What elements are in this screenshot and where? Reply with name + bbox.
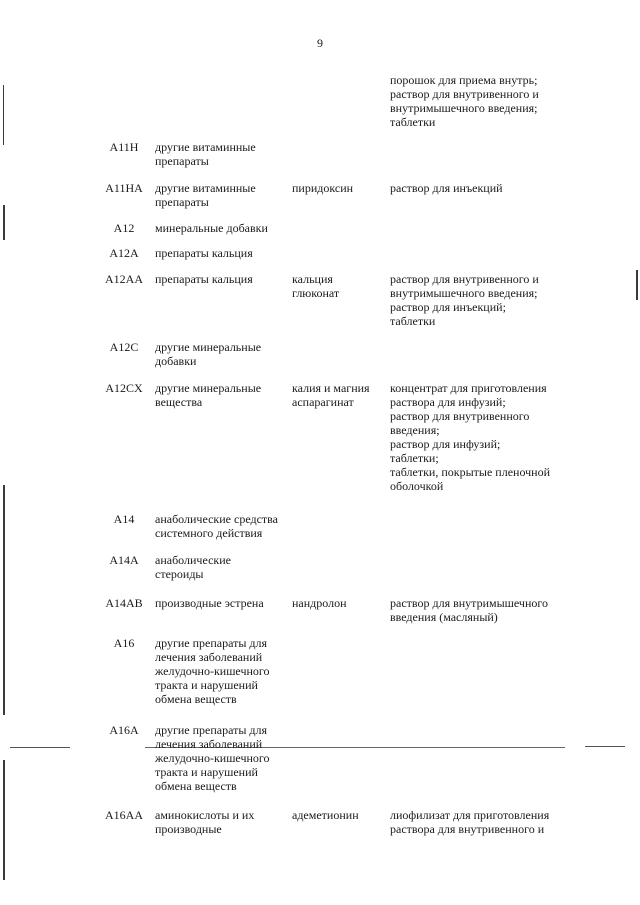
atc-code: A14A (109, 553, 139, 567)
dosage-form: раствор для инъекций (390, 181, 503, 195)
scan-line-1 (10, 747, 70, 748)
atc-code: A16AA (105, 808, 143, 822)
page-number: 9 (317, 36, 323, 50)
atc-code: A16A (109, 723, 139, 737)
dosage-form: концентрат для приготовления раствора для инфузий; раствор для внутривенного введения; раствор для инфузий; таблетки; таблетки, покрытые пленочной оболочкой (390, 381, 551, 493)
atc-code: A11H (109, 140, 139, 154)
drug-name: адеметионин (292, 808, 359, 822)
atc-code: A12AA (105, 272, 143, 286)
group-name: аминокислоты и их производные (155, 808, 255, 836)
atc-code: A14AB (105, 596, 143, 610)
group-name: препараты кальция (155, 246, 253, 260)
group-name: производные эстрена (155, 596, 264, 610)
group-name: другие минеральные добавки (155, 340, 262, 368)
scan-mark-left-3 (3, 760, 5, 880)
dosage-form: порошок для приема внутрь; раствор для внутривенного и внутримышечного введения; таблетки (390, 73, 539, 129)
scan-mark-left-1 (3, 205, 5, 240)
scan-line-3 (585, 746, 625, 747)
drug-name: калия и магния аспарагинат (292, 381, 370, 409)
atc-code: A12CX (105, 381, 143, 395)
dosage-form: раствор для внутривенного и внутримышечного введения; раствор для инъекций; таблетки (390, 272, 539, 328)
group-name: анаболические средства системного действия (155, 512, 278, 540)
scan-mark-left-top (3, 85, 4, 145)
scan-mark-right (636, 270, 638, 300)
group-name: анаболические стероиды (155, 553, 231, 581)
group-name: другие витаминные препараты (155, 181, 256, 209)
group-name: минеральные добавки (155, 221, 268, 235)
drug-name: кальция глюконат (292, 272, 340, 300)
atc-code: A11HA (105, 181, 143, 195)
drug-name: нандролон (292, 596, 347, 610)
atc-code: A12A (109, 246, 139, 260)
atc-code: A12C (109, 340, 139, 354)
group-name: другие препараты для лечения заболеваний желудочно-кишечного тракта и нарушений обмена веществ (155, 636, 270, 706)
group-name: другие витаминные препараты (155, 140, 256, 168)
dosage-form: раствор для внутримышечного введения (масляный) (390, 596, 548, 624)
atc-code: A16 (113, 636, 135, 650)
drug-name: пиридоксин (292, 181, 354, 195)
atc-code: A14 (113, 512, 135, 526)
dosage-form: лиофилизат для приготовления раствора для внутривенного и (390, 808, 550, 836)
scan-mark-left-2 (3, 485, 5, 715)
atc-code: A12 (113, 221, 135, 235)
group-name: другие препараты для лечения заболеваний желудочно-кишечного тракта и нарушений обмена веществ (155, 723, 270, 793)
group-name: другие минеральные вещества (155, 381, 262, 409)
group-name: препараты кальция (155, 272, 253, 286)
